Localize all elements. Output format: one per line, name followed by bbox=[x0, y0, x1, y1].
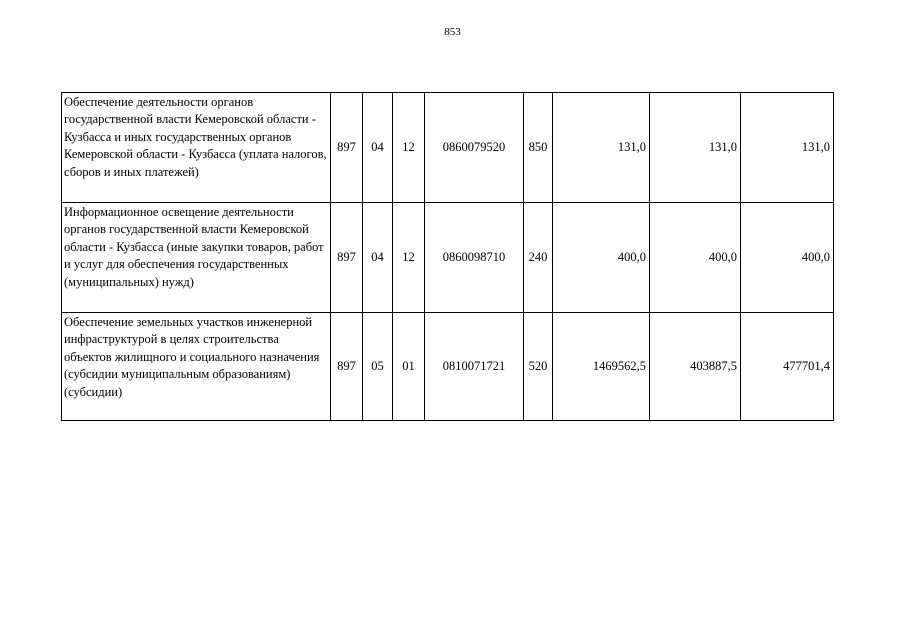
amount-year-1: 1469562,5 bbox=[553, 313, 650, 421]
expense-type-code: 520 bbox=[524, 313, 553, 421]
table-row bbox=[62, 313, 834, 421]
row-description: Обеспечение деятельности органов государственной власти Кемеровской области - Кузбасса и иных государственных органов Кемеровской области - Кузбасса (уплата налогов, сборов и иных платежей) bbox=[62, 93, 331, 203]
department-code: 897 bbox=[331, 313, 363, 421]
row-description: Обеспечение земельных участков инженерной инфраструктурой в целях строительства объектов жилищного и социального назначения (субсидии муниципальным образованиям) (субсидии) bbox=[62, 313, 331, 421]
expense-type-code: 850 bbox=[524, 93, 553, 203]
department-code: 897 bbox=[331, 203, 363, 313]
table-row bbox=[62, 203, 834, 313]
amount-year-2: 403887,5 bbox=[650, 313, 741, 421]
budget-table bbox=[61, 92, 834, 421]
target-article-code: 0860098710 bbox=[425, 203, 524, 313]
subsection-code: 12 bbox=[393, 203, 425, 313]
amount-year-1: 400,0 bbox=[553, 203, 650, 313]
amount-year-3: 400,0 bbox=[741, 203, 834, 313]
section-code: 05 bbox=[363, 313, 393, 421]
target-article-code: 0860079520 bbox=[425, 93, 524, 203]
page-number: 853 bbox=[444, 26, 461, 38]
row-description: Информационное освещение деятельности органов государственной власти Кемеровской области - Кузбасса (иные закупки товаров, работ и услуг для обеспечения государственных (муниципальных) нужд) bbox=[62, 203, 331, 313]
amount-year-3: 131,0 bbox=[741, 93, 834, 203]
subsection-code: 12 bbox=[393, 93, 425, 203]
table-row bbox=[62, 93, 834, 203]
section-code: 04 bbox=[363, 93, 393, 203]
amount-year-2: 131,0 bbox=[650, 93, 741, 203]
amount-year-1: 131,0 bbox=[553, 93, 650, 203]
section-code: 04 bbox=[363, 203, 393, 313]
department-code: 897 bbox=[331, 93, 363, 203]
amount-year-3: 477701,4 bbox=[741, 313, 834, 421]
expense-type-code: 240 bbox=[524, 203, 553, 313]
target-article-code: 0810071721 bbox=[425, 313, 524, 421]
subsection-code: 01 bbox=[393, 313, 425, 421]
amount-year-2: 400,0 bbox=[650, 203, 741, 313]
